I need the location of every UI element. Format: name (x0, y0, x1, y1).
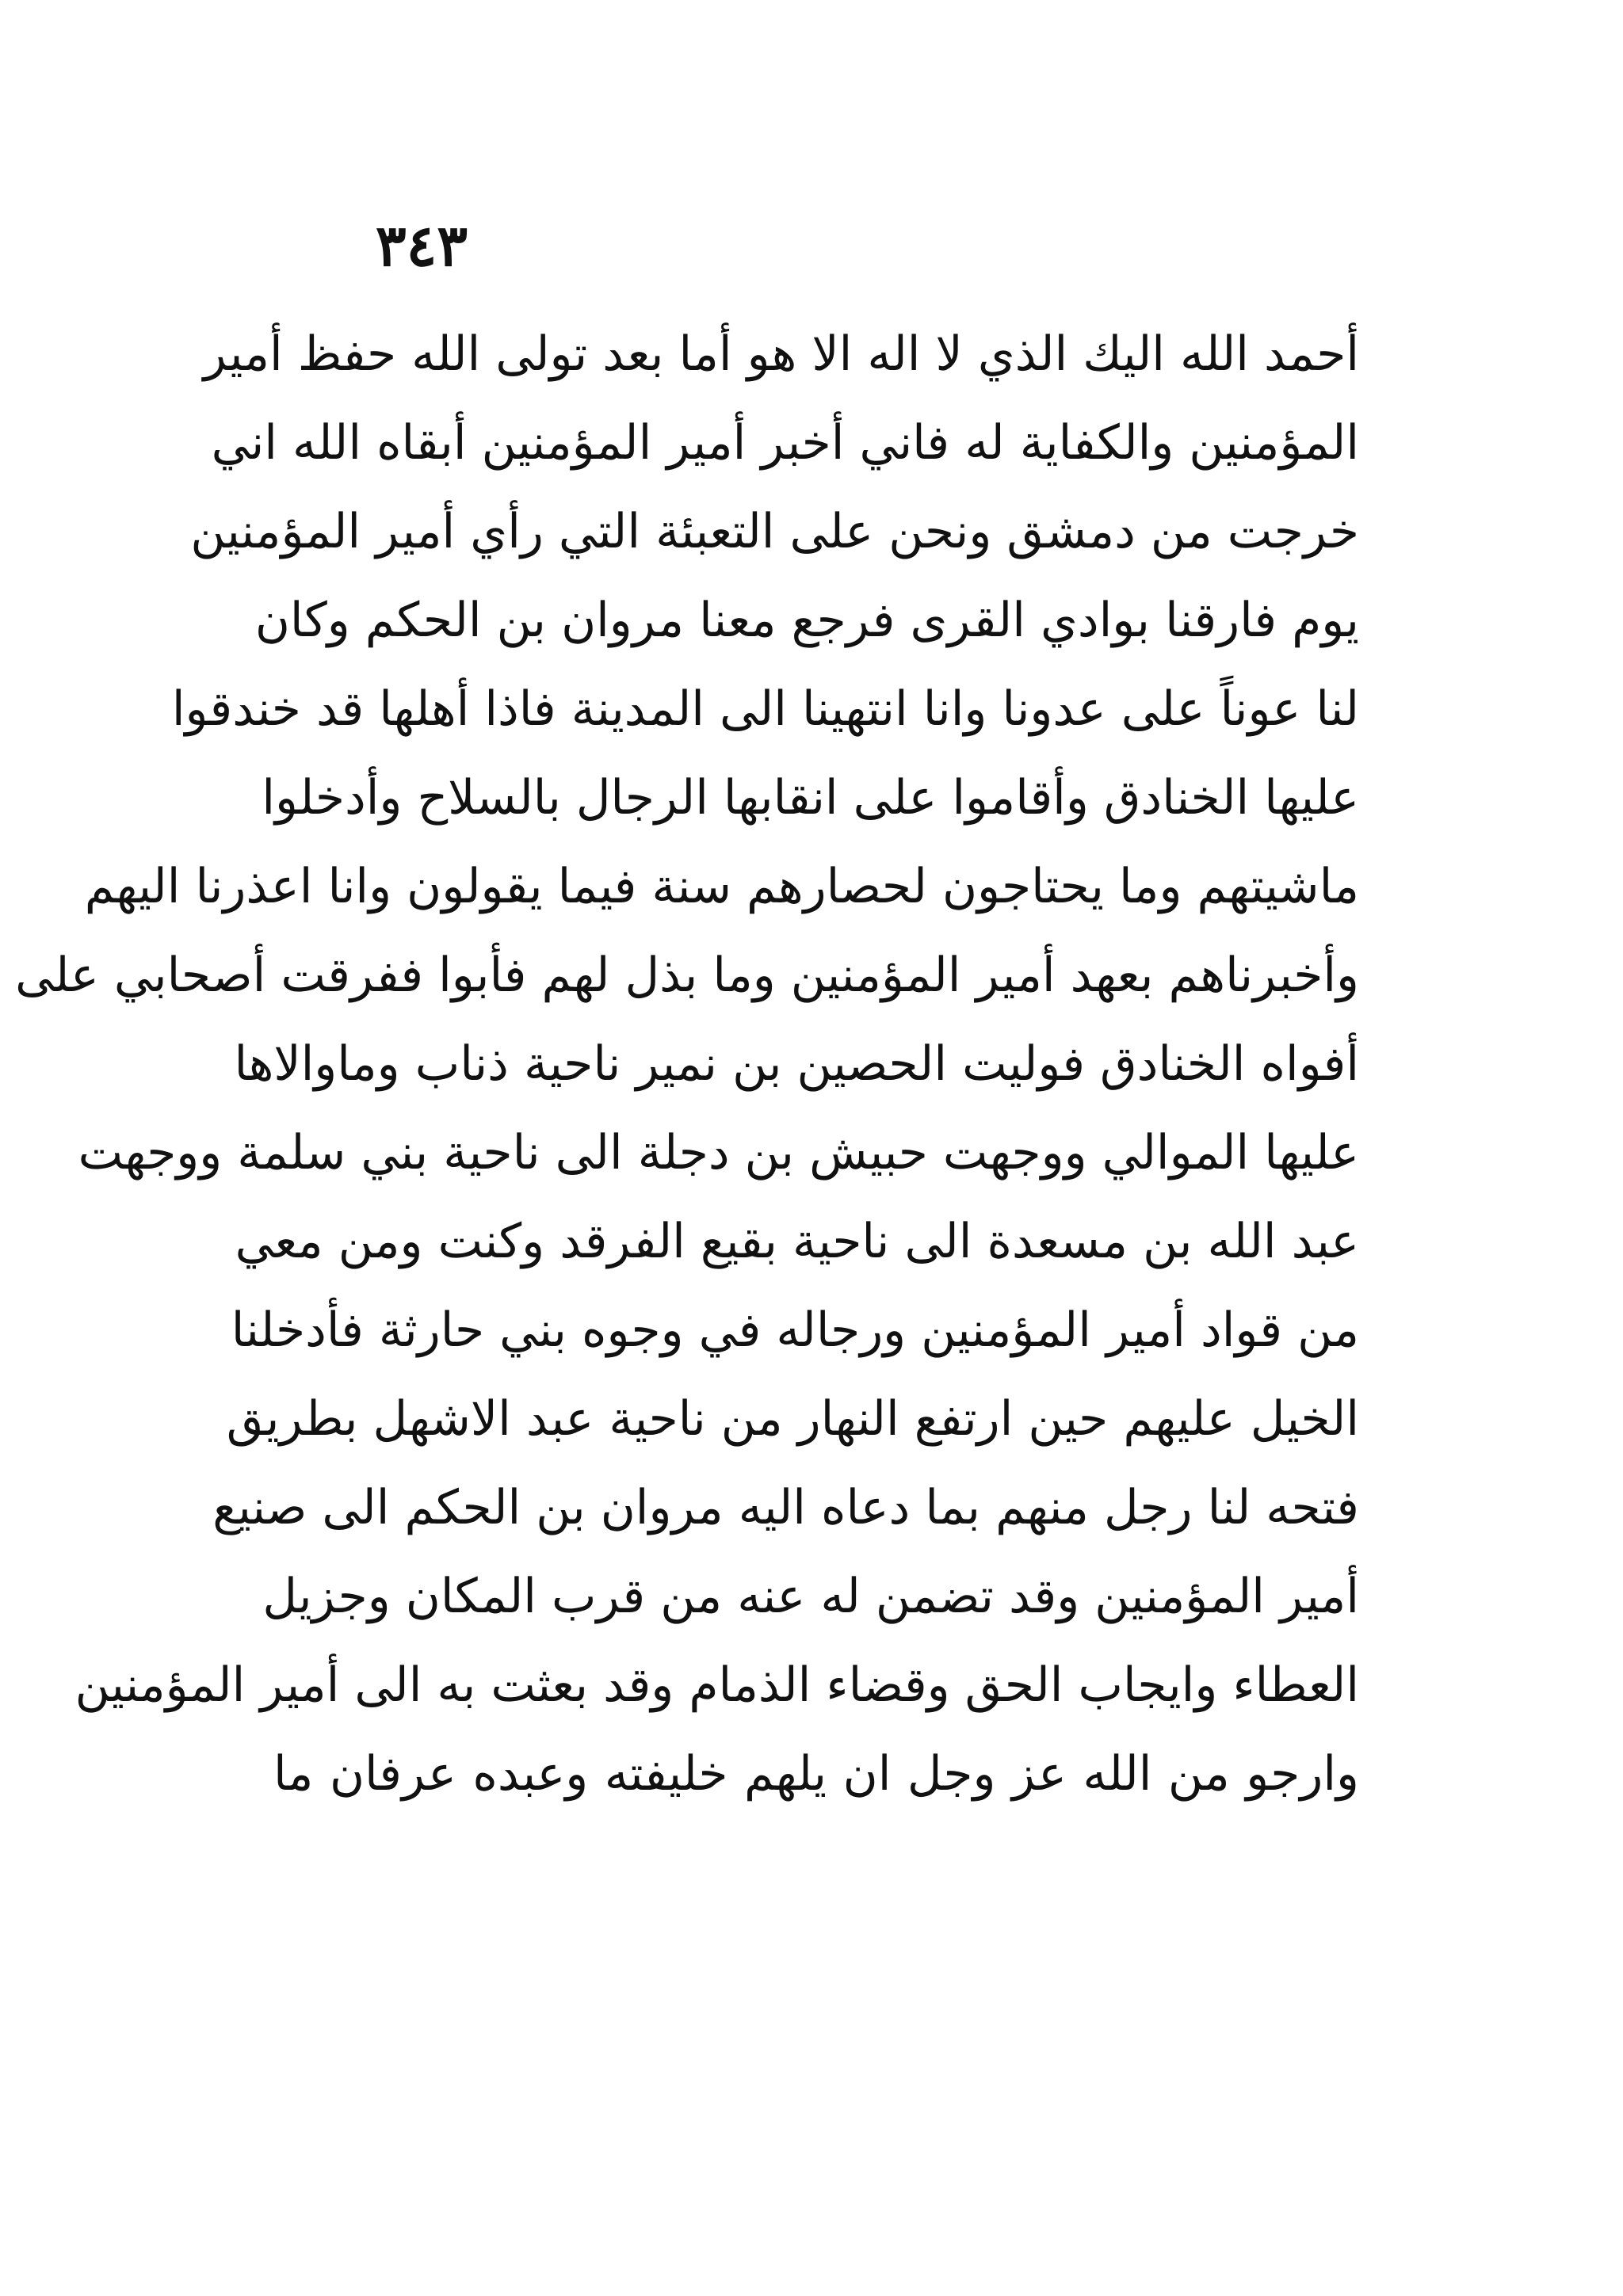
text-line: عليها الخنادق وأقاموا على انقابها الرجال بالسلاح وأدخلوا (262, 770, 1359, 826)
text-line: العطاء وايجاب الحق وقضاء الذمام وقد بعثت به الى أمير المؤمنين (74, 1657, 1359, 1713)
text-line: أحمد الله اليك الذي لا اله الا هو أما بعد تولى الله حفظ أمير (203, 326, 1359, 382)
page-number: ٣٤٣ (375, 212, 468, 279)
text-line: فتحه لنا رجل منهم بما دعاه اليه مروان بن الحكم الى صنيع (212, 1480, 1359, 1535)
text-line: عبد الله بن مسعدة الى ناحية بقيع الفرقد وكنت ومن معي (235, 1214, 1359, 1269)
text-line: أمير المؤمنين وقد تضمن له عنه من قرب المكان وجزيل (262, 1569, 1359, 1624)
text-line: وأخبرناهم بعهد أمير المؤمنين وما بذل لهم فأبوا ففرقت أصحابي على (15, 948, 1359, 1003)
text-line: خرجت من دمشق ونحن على التعبئة التي رأي أمير المؤمنين (190, 504, 1359, 559)
text-line: من قواد أمير المؤمنين ورجاله في وجوه بني حارثة فأدخلنا (231, 1302, 1359, 1358)
text-line: لنا عوناً على عدونا وانا انتهينا الى المدينة فاذا أهلها قد خندقوا (171, 681, 1359, 737)
text-line: وارجو من الله عز وجل ان يلهم خليفته وعبده عرفان ما (273, 1746, 1359, 1802)
arabic-text-block (15, 309, 1359, 2131)
text-line: أفواه الخنادق فوليت الحصين بن نمير ناحية ذناب وماوالاها (234, 1036, 1359, 1092)
text-line: عليها الموالي ووجهت حبيش بن دجلة الى ناحية بني سلمة ووجهت (78, 1125, 1359, 1180)
text-line: المؤمنين والكفاية له فاني أخبر أمير المؤمنين أبقاه الله اني (211, 415, 1359, 471)
text-line: الخيل عليهم حين ارتفع النهار من ناحية عبد الاشهل بطريق (226, 1391, 1359, 1447)
text-line: يوم فارقنا بوادي القرى فرجع معنا مروان بن الحكم وكان (254, 593, 1359, 648)
text-line: ماشيتهم وما يحتاجون لحصارهم سنة فيما يقولون وانا اعذرنا اليهم (84, 859, 1359, 914)
